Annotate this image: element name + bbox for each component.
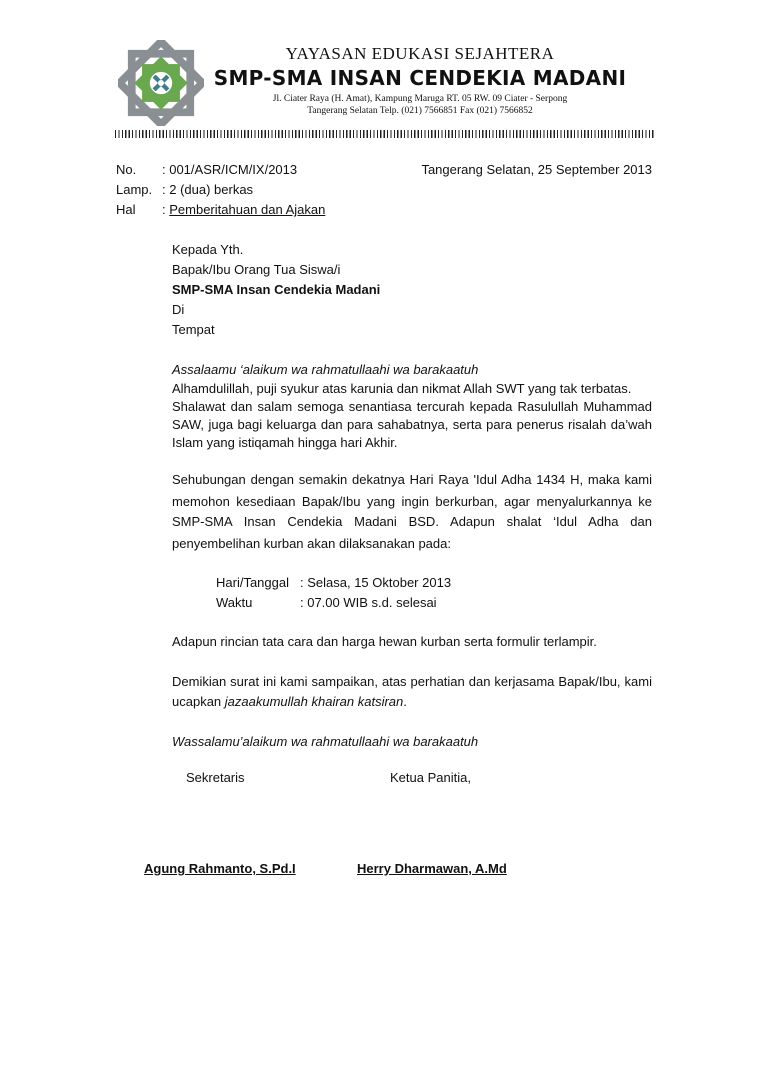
closing-italic: jazaakumullah khairan katsiran — [224, 694, 404, 709]
recipient-line-2: Bapak/Ibu Orang Tua Siswa/i — [172, 262, 341, 277]
schedule-day-value: : Selasa, 15 Oktober 2013 — [300, 575, 452, 590]
signature-right-title: Ketua Panitia, — [390, 770, 471, 785]
closing-line-2 — [172, 694, 652, 709]
address-line-2: Tangerang Selatan Telp. (021) 7566851 Fax (021) 7566852 — [307, 106, 533, 116]
recipient-line-1: Kepada Yth. — [172, 242, 244, 257]
recipient-line-3: SMP-SMA Insan Cendekia Madani — [172, 282, 381, 297]
hal-colon: : — [162, 202, 170, 217]
foundation-name: YAYASAN EDUKASI SEJAHTERA — [285, 44, 555, 63]
lamp-value: : 2 (dua) berkas — [162, 182, 254, 197]
signature-left-name: Agung Rahmanto, S.Pd.I — [144, 861, 296, 876]
opening-line-4: Islam yang istiqamah hingga hari Akhir. — [172, 435, 398, 450]
recipient-line-5: Tempat — [172, 322, 215, 337]
schedule-day-label: Hari/Tanggal — [216, 575, 289, 590]
no-value: : 001/ASR/ICM/IX/2013 — [162, 162, 298, 177]
body-line-3: SMP-SMA Insan Cendekia Madani BSD. Adapun shalat ‘Idul Adha dan — [172, 514, 652, 529]
hal-value: Pemberitahuan dan Ajakan — [169, 202, 326, 217]
signature-right-name: Herry Dharmawan, A.Md — [357, 861, 507, 876]
signature-left-title: Sekretaris — [186, 770, 245, 785]
recipient-line-4: Di — [172, 302, 185, 317]
school-name: SMP-SMA INSAN CENDEKIA MADANI — [213, 66, 627, 90]
closing-suffix: . — [403, 694, 407, 709]
opening-line-3: SAW, juga bagi keluarga dan para sahabatnya, serta para penerus risalah da’wah — [172, 417, 652, 432]
schedule-time-value: : 07.00 WIB s.d. selesai — [300, 595, 437, 610]
body-paragraph-2: Adapun rincian tata cara dan harga hewan kurban serta formulir terlampir. — [172, 634, 597, 649]
hal-label: Hal — [116, 202, 136, 217]
opening-line-1: Alhamdulillah, puji syukur atas karunia dan nikmat Allah SWT yang tak terbatas. — [172, 381, 632, 396]
opening-line-2: Shalawat dan salam semoga senantiasa tercurah kepada Rasulullah Muhammad — [172, 399, 652, 414]
letterhead-divider — [115, 130, 655, 138]
closing-line-1: Demikian surat ini kami sampaikan, atas perhatian dan kerjasama Bapak/Ibu, kami — [172, 674, 652, 689]
opening-salam: Assalaamu ‘alaikum wa rahmatullaahi wa barakaatuh — [172, 362, 479, 377]
no-label: No. — [116, 162, 137, 177]
body-line-1: Sehubungan dengan semakin dekatnya Hari Raya 'Idul Adha 1434 H, maka kami — [172, 472, 652, 487]
letter-date: Tangerang Selatan, 25 September 2013 — [421, 162, 652, 177]
lamp-label: Lamp. — [116, 182, 153, 197]
hal-row — [162, 202, 325, 217]
closing-salam: Wassalamu’alaikum wa rahmatullaahi wa barakaatuh — [172, 734, 479, 749]
body-line-2: memohon kesediaan Bapak/Ibu yang ingin berkurban, agar menyalurkannya ke — [172, 494, 652, 509]
schedule-time-label: Waktu — [216, 595, 253, 610]
closing-prefix: ucapkan — [172, 694, 225, 709]
star-octagram-logo-icon — [118, 40, 204, 126]
address-line-1: Jl. Ciater Raya (H. Amat), Kampung Maruga RT. 05 RW. 09 Ciater - Serpong — [272, 94, 568, 104]
body-line-4: penyembelihan kurban akan dilaksanakan pada: — [172, 536, 451, 551]
